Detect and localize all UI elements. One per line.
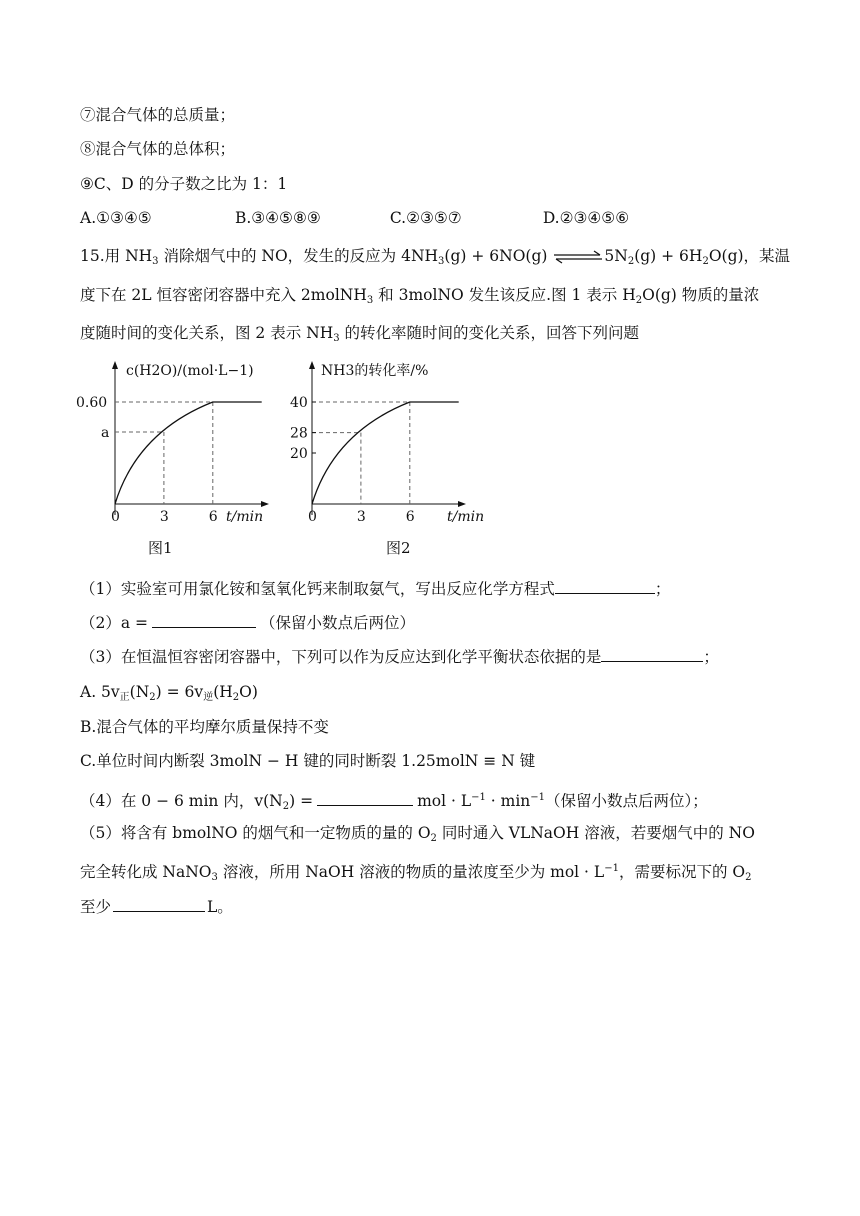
q14-option-b: B.③④⑤⑧⑨ — [234, 209, 321, 227]
chart-1-x-tick-1: 3 — [159, 509, 169, 525]
chart-2-x-tick-1: 3 — [356, 509, 366, 525]
chart-2-caption: 图2 — [386, 539, 411, 557]
chart-1-caption: 图1 — [148, 539, 173, 557]
chart-1-ylabel: c(H2O)/(mol·L−1) — [126, 363, 254, 379]
chart-2 — [267, 355, 497, 534]
chart-1-series-line — [115, 402, 262, 504]
q15-stem-line-3: 度随时间的变化关系，图 2 表示 $NH_3$ 的转化率随时间的变化关系，回答下列问题 — [80, 324, 640, 344]
answer-blank-2[interactable] — [152, 611, 256, 628]
question-1: （1）实验室可用氯化铵和氢氧化钙来制取氨气，写出反应化学方程式 ； — [80, 577, 670, 600]
chart-2-ylabel: NH3的转化率/% — [321, 363, 429, 379]
chart-1-x-tick-0: 0 — [111, 509, 120, 525]
chart-1-x-tick-2: 6 — [208, 509, 218, 525]
question-5-line-2: 完全转化成 NaNO$_3$ 溶液，所用 NaOH 溶液的物质的量浓度至少为 mol · $L^{-1}$，需要标况下的 $O_2$ — [80, 863, 752, 883]
q15-stem-line-1: 15.用 $NH_3$ 消除烟气中的 NO，发生的反应为 $4NH_3(g) + 6NO(g)$ $5N_2(g) + 6H_2O(g)$，某温 — [80, 247, 791, 267]
chart-2-series-line — [312, 402, 459, 504]
q14-option-a: A.①③④⑤ — [80, 209, 152, 227]
statement-9: ⑨C、D 的分子数之比为 1：1 — [80, 175, 288, 193]
chart-1-y-tick-0: a — [101, 425, 110, 441]
chart-2-xlabel: t/min — [447, 509, 485, 525]
chart-2-y-tick-0: 20 — [290, 446, 308, 462]
q15-stem-line-2: 度下在 2L 恒容密闭容器中充入 2molNH$_3$ 和 3molNO 发生该反应.图 1 表示 $H_2O(g)$ 物质的量浓 — [80, 286, 760, 306]
chart-1 — [70, 355, 270, 534]
option-a: A. $5v_正(N_2) = 6v_逆(H_2O)$ — [80, 683, 258, 703]
option-b: B.混合气体的平均摩尔质量保持不变 — [80, 718, 329, 736]
question-5-line-1: （5）将含有 bmolNO 的烟气和一定物质的量的 $O_2$ 同时通入 VLNaOH 溶液，若要烟气中的 NO — [80, 824, 755, 844]
chart-2-y-tick-2: 40 — [290, 395, 308, 411]
chart-2-y-tick-1: 28 — [290, 425, 308, 442]
statement-8: ⑧混合气体的总体积； — [80, 140, 236, 158]
chart-2-x-arrow — [458, 501, 466, 507]
chart-2-x-tick-2: 6 — [405, 509, 415, 525]
statement-7: ⑦混合气体的总质量； — [80, 106, 236, 124]
question-5-line-3: 至少 L。 — [80, 895, 233, 918]
chart-2-svg — [267, 355, 497, 530]
chart-2-x-tick-0: 0 — [308, 509, 317, 525]
chart-1-svg — [70, 355, 270, 530]
answer-blank-5[interactable] — [113, 895, 205, 912]
answer-blank-4[interactable] — [317, 789, 413, 806]
chart-1-xlabel: t/min — [226, 509, 264, 525]
question-3: （3）在恒温恒容密闭容器中，下列可以作为反应达到化学平衡状态依据的是 ； — [80, 645, 719, 668]
option-c: C.单位时间内断裂 3molN − H 键的同时断裂 1.25molN ≡ N 键 — [80, 752, 536, 770]
question-4: （4）在 0 − 6 min 内，$v(N_2)$ = mol · $L^{-1} \cdot \min^{-1}$（保留小数点后两位）； — [80, 787, 708, 818]
answer-blank-1[interactable] — [555, 577, 655, 594]
answer-blank-3[interactable] — [601, 645, 703, 662]
q14-options — [80, 207, 629, 229]
chart-1-y-tick-1: 0.60 — [76, 395, 108, 411]
question-2: （2）a = （保留小数点后两位） — [80, 611, 415, 634]
chart-2-y-arrow — [309, 361, 315, 369]
equilibrium-arrow-icon — [552, 250, 604, 264]
q14-option-c: C.②③⑤⑦ — [389, 209, 462, 227]
chart-1-y-arrow — [112, 361, 118, 369]
q14-option-d: D.②③④⑤⑥ — [542, 209, 630, 227]
